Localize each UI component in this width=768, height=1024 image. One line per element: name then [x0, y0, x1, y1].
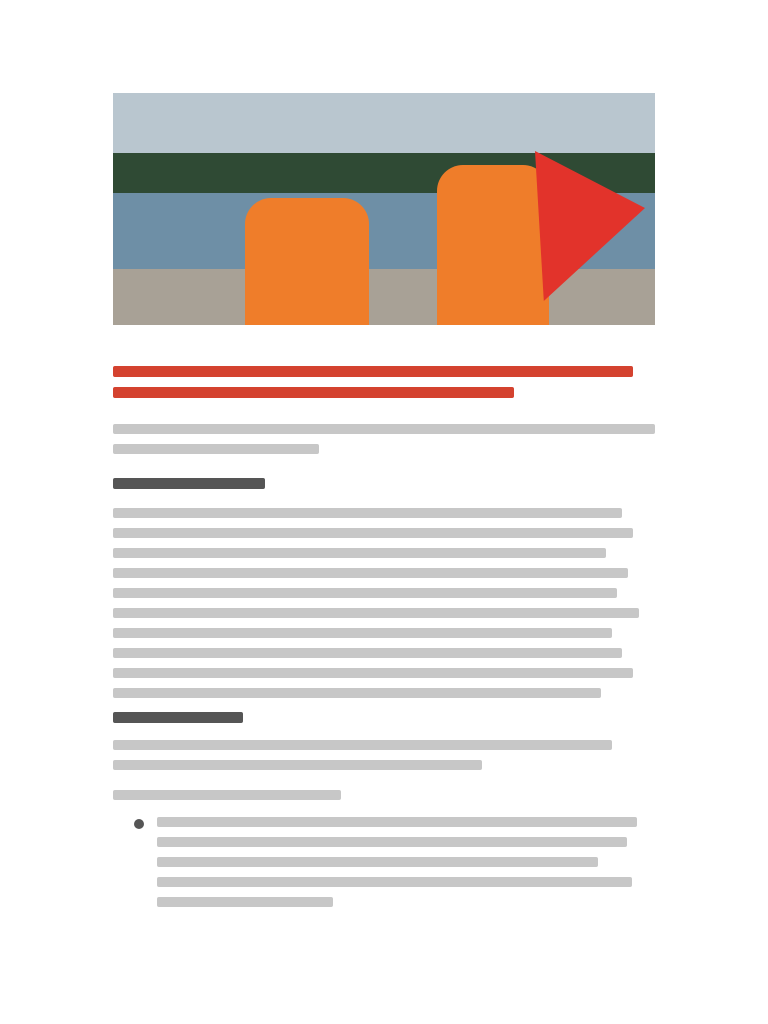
paragraph-placeholder: [113, 740, 655, 780]
title-placeholder: [113, 366, 655, 408]
paragraph-placeholder: [113, 790, 655, 810]
section-label-placeholder: [113, 478, 655, 489]
person-right: [437, 165, 549, 325]
paragraph-placeholder: [113, 508, 655, 708]
ground: [113, 269, 655, 325]
subject-placeholder: [113, 424, 655, 464]
list-placeholder: [157, 817, 647, 917]
person-left: [245, 198, 369, 325]
banner-image: [113, 93, 655, 325]
list-marker: [134, 819, 144, 829]
section-label-placeholder: [113, 712, 655, 723]
